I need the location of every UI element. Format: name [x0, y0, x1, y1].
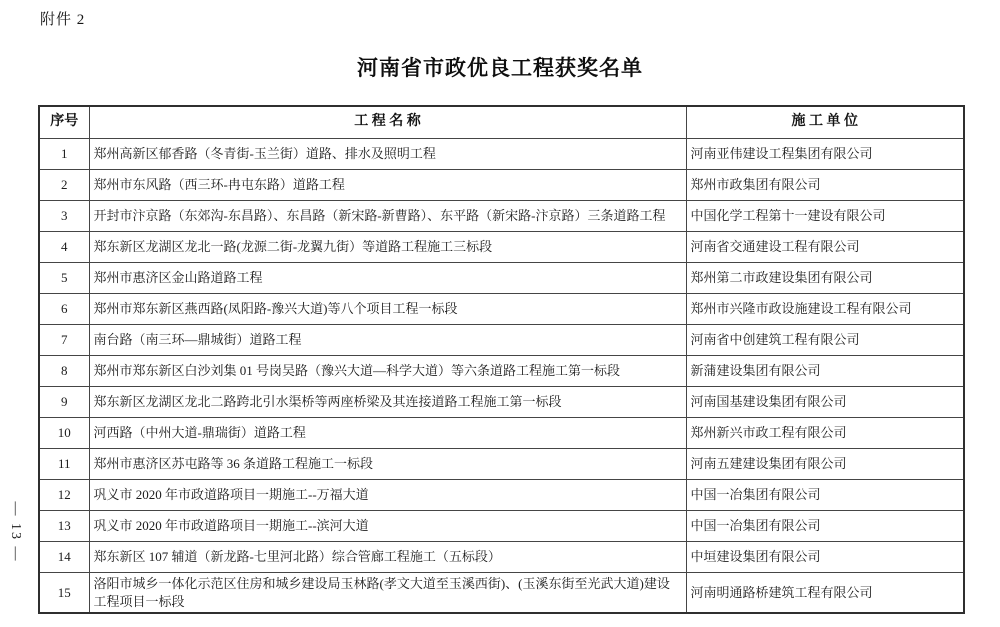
- company-cell: 中国化学工程第十一建设有限公司: [686, 201, 964, 232]
- company-cell: 郑州市兴隆市政设施建设工程有限公司: [686, 294, 964, 325]
- row-number-cell: 7: [39, 325, 89, 356]
- row-number-cell: 10: [39, 418, 89, 449]
- table-row: [39, 170, 964, 201]
- project-name-cell: 巩义市 2020 年市政道路项目一期施工--万福大道: [89, 480, 686, 511]
- header-serial-number: 序号: [39, 106, 89, 139]
- project-name-cell: 郑东新区龙湖区龙北一路(龙源二街-龙翼九街）等道路工程施工三标段: [89, 232, 686, 263]
- table-row: [39, 294, 964, 325]
- page-title: 河南省市政优良工程获奖名单: [357, 57, 643, 80]
- company-cell: 郑州市政集团有限公司: [686, 170, 964, 201]
- awards-table: [38, 105, 965, 614]
- row-number-cell: 13: [39, 511, 89, 542]
- table-row: [39, 139, 964, 170]
- company-cell: 中垣建设集团有限公司: [686, 542, 964, 573]
- project-name-cell: 郑东新区 107 辅道（新龙路-七里河北路）综合管廊工程施工（五标段）: [89, 542, 686, 573]
- table-row: [39, 263, 964, 294]
- project-name-cell: 开封市汴京路（东郊沟-东昌路）、东昌路（新宋路-新曹路）、东平路（新宋路-汴京路）三条道路工程: [89, 201, 686, 232]
- table-row: [39, 511, 964, 542]
- project-name-cell: 河西路（中州大道-鼎瑞街）道路工程: [89, 418, 686, 449]
- page-number: — 13 —: [8, 501, 23, 563]
- project-name-cell: 郑州市惠济区金山路道路工程: [89, 263, 686, 294]
- company-cell: 郑州第二市政建设集团有限公司: [686, 263, 964, 294]
- table-row: [39, 480, 964, 511]
- row-number-cell: 12: [39, 480, 89, 511]
- header-construction-unit: 施 工 单 位: [686, 106, 964, 139]
- table-row: [39, 232, 964, 263]
- row-number-cell: 1: [39, 139, 89, 170]
- table-header-row: [39, 106, 964, 139]
- project-name-cell: 郑州市郑东新区燕西路(凤阳路-豫兴大道)等八个项目工程一标段: [89, 294, 686, 325]
- table-row: [39, 387, 964, 418]
- company-cell: 中国一冶集团有限公司: [686, 511, 964, 542]
- company-cell: 河南国基建设集团有限公司: [686, 387, 964, 418]
- project-name-cell: 郑州市惠济区苏屯路等 36 条道路工程施工一标段: [89, 449, 686, 480]
- project-name-cell: 郑东新区龙湖区龙北二路跨北引水渠桥等两座桥梁及其连接道路工程施工第一标段: [89, 387, 686, 418]
- table-row: [39, 573, 964, 614]
- row-number-cell: 15: [39, 573, 89, 614]
- row-number-cell: 8: [39, 356, 89, 387]
- project-name-cell: 洛阳市城乡一体化示范区住房和城乡建设局玉林路(孝文大道至玉溪西街)、(玉溪东街至光武大道)建设工程项目一标段: [89, 573, 686, 614]
- header-project-name: 工 程 名 称: [89, 106, 686, 139]
- project-name-cell: 郑州市郑东新区白沙刘集 01 号岗吴路（豫兴大道—科学大道）等六条道路工程施工第一标段: [89, 356, 686, 387]
- project-name-cell: 南台路（南三环—鼎城街）道路工程: [89, 325, 686, 356]
- company-cell: 中国一冶集团有限公司: [686, 480, 964, 511]
- table-row: [39, 542, 964, 573]
- table-row: [39, 418, 964, 449]
- company-cell: 新蒲建设集团有限公司: [686, 356, 964, 387]
- table-row: [39, 201, 964, 232]
- table-row: [39, 356, 964, 387]
- row-number-cell: 11: [39, 449, 89, 480]
- company-cell: 河南亚伟建设工程集团有限公司: [686, 139, 964, 170]
- row-number-cell: 9: [39, 387, 89, 418]
- row-number-cell: 14: [39, 542, 89, 573]
- attachment-label: 附件 2: [40, 12, 86, 28]
- row-number-cell: 4: [39, 232, 89, 263]
- company-cell: 河南省中创建筑工程有限公司: [686, 325, 964, 356]
- company-cell: 河南省交通建设工程有限公司: [686, 232, 964, 263]
- row-number-cell: 2: [39, 170, 89, 201]
- company-cell: 河南五建建设集团有限公司: [686, 449, 964, 480]
- project-name-cell: 郑州高新区郁香路（冬青街-玉兰街）道路、排水及照明工程: [89, 139, 686, 170]
- row-number-cell: 3: [39, 201, 89, 232]
- project-name-cell: 郑州市东风路（西三环-冉屯东路）道路工程: [89, 170, 686, 201]
- row-number-cell: 6: [39, 294, 89, 325]
- company-cell: 郑州新兴市政工程有限公司: [686, 418, 964, 449]
- project-name-cell: 巩义市 2020 年市政道路项目一期施工--滨河大道: [89, 511, 686, 542]
- table-row: [39, 449, 964, 480]
- table-row: [39, 325, 964, 356]
- row-number-cell: 5: [39, 263, 89, 294]
- company-cell: 河南明通路桥建筑工程有限公司: [686, 573, 964, 614]
